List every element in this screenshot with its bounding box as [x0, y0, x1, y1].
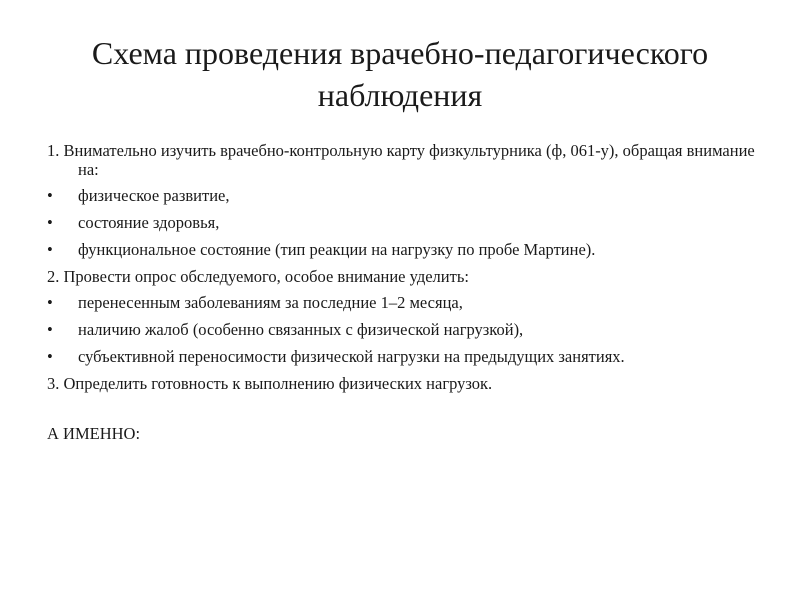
bullet-icon: • [47, 186, 53, 205]
numbered-item-3: 3. Определить готовность к выполнению физических нагрузок. [47, 374, 493, 393]
bullet-icon: • [47, 293, 53, 312]
bullet-icon: • [47, 347, 53, 366]
spacer [47, 400, 767, 424]
numbered-item-2: 2. Провести опрос обследуемого, особое внимание уделить: [47, 267, 469, 286]
bullet-text: субъективной переносимости физической нагрузки на предыдущих занятиях. [78, 347, 625, 366]
bullet-item [47, 293, 767, 312]
bullet-text: наличию жалоб (особенно связанных с физической нагрузкой), [78, 320, 524, 339]
bullet-text: состояние здоровья, [78, 213, 220, 232]
bullet-item [47, 240, 767, 259]
footer-text: А ИМЕННО: [47, 424, 141, 443]
bullet-item [47, 320, 767, 339]
bullet-text: физическое развитие, [78, 186, 230, 205]
bullet-icon: • [47, 240, 53, 259]
bullet-item [47, 213, 767, 232]
bullet-text: перенесенным заболеваниям за последние 1–2 месяца, [78, 293, 463, 312]
slide-body [47, 141, 767, 443]
bullet-item [47, 186, 767, 205]
bullet-icon: • [47, 320, 53, 339]
bullet-item [47, 347, 767, 366]
bullet-icon: • [47, 213, 53, 232]
slide-title: Схема проведения врачебно-педагогического наблюдения [91, 35, 709, 113]
bullet-text: функциональное состояние (тип реакции на нагрузку по пробе Мартине). [78, 240, 596, 259]
numbered-item-1: 1. Внимательно изучить врачебно-контрольную карту физкультурника (ф, 061-у), обращая внимание на: [47, 141, 755, 179]
